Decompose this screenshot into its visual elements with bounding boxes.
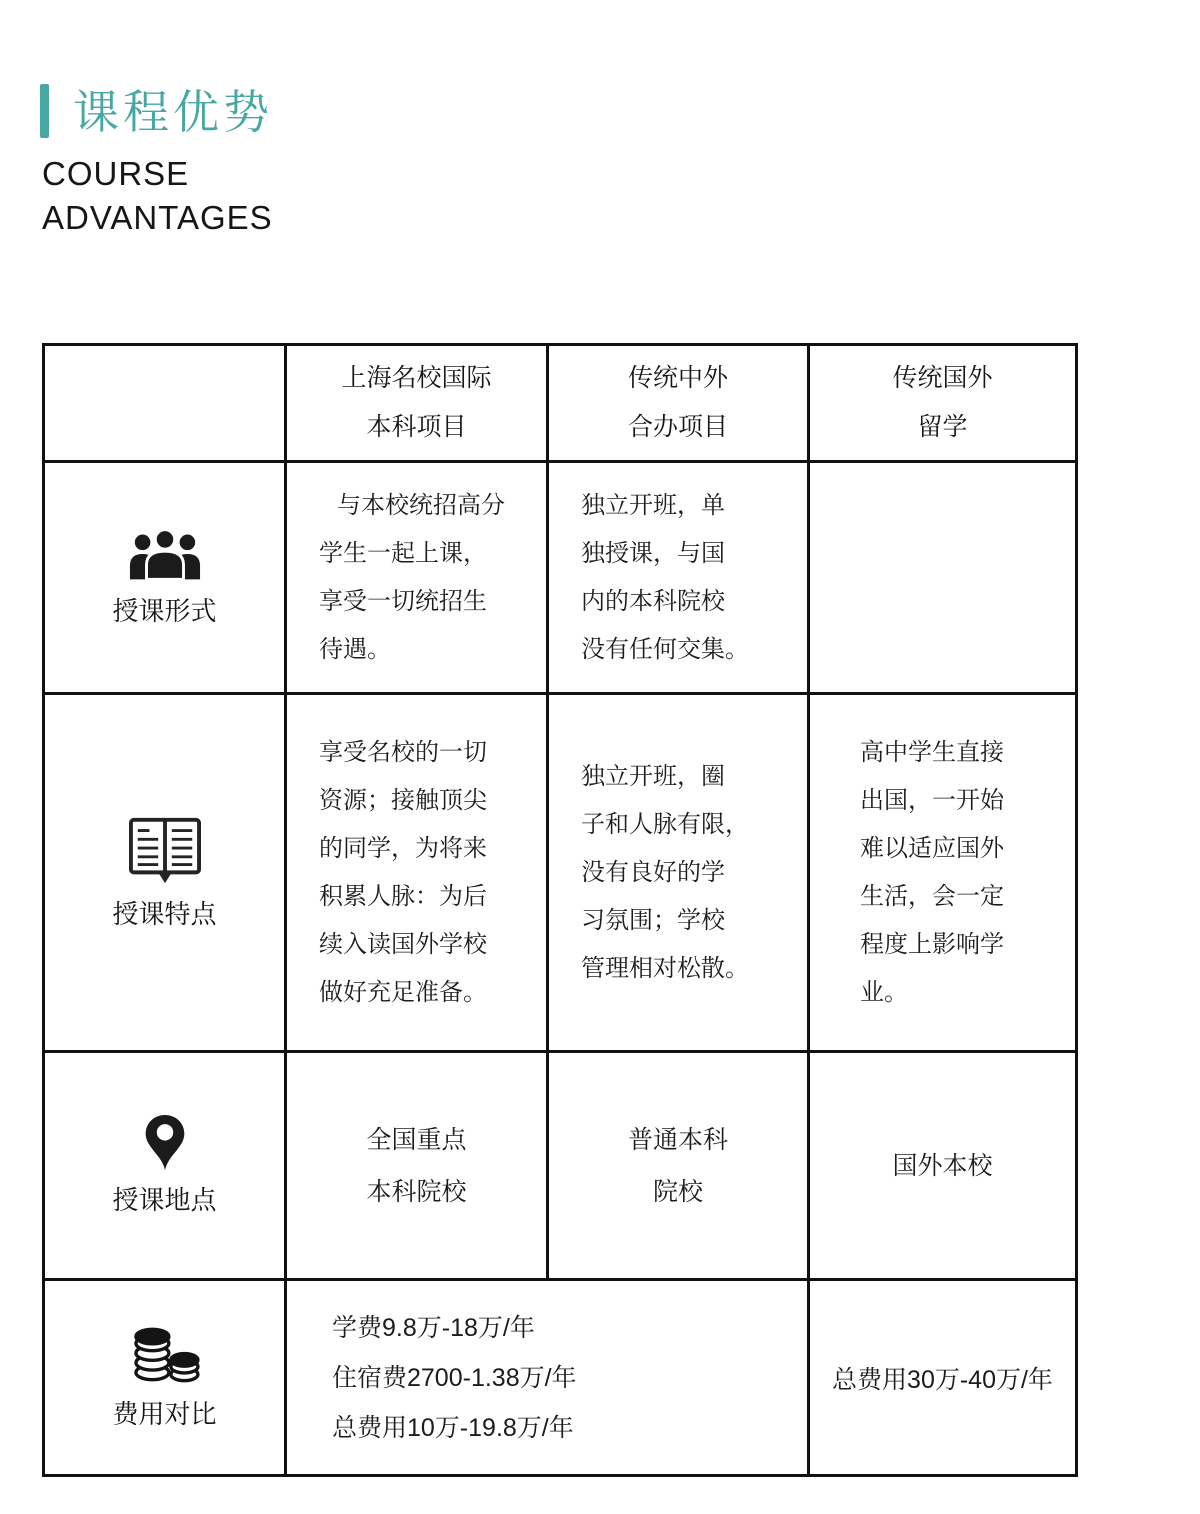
row-label-cost-comparison xyxy=(45,1281,287,1474)
title-accent-bar xyxy=(40,84,49,138)
cell-teaching-features-program: 享受名校的一切 资源；接触顶尖 的同学，为将来 积累人脉：为后 续入读国外学校 做好充足准备。 xyxy=(287,695,549,1053)
header-cell-empty xyxy=(45,346,287,463)
subtitle-line-1: COURSE xyxy=(42,155,190,192)
open-book-icon xyxy=(124,814,206,886)
header-cell-joint: 传统中外 合办项目 xyxy=(549,346,810,463)
cell-cost-comparison-abroad: 总费用30万-40万/年 xyxy=(832,1365,1053,1394)
row-label-text: 授课特点 xyxy=(112,899,217,929)
cell-teaching-features-joint: 独立开班，圈 子和人脉有限， 没有良好的学 习氛围；学校 管理相对松散。 xyxy=(549,695,810,1053)
cell-cost-comparison-program-joint: 学费9.8万-18万/年 住宿费2700-1.38万/年 总费用10万-19.8万/年 xyxy=(287,1281,810,1474)
cell-teaching-location-abroad: 国外本校 xyxy=(810,1053,1075,1281)
page-subtitle xyxy=(42,152,273,240)
cell-teaching-location-joint: 普通本科 院校 xyxy=(549,1053,810,1281)
cell-teaching-form-joint: 独立开班，单 独授课，与国 内的本科院校 没有任何交集。 xyxy=(549,463,810,695)
subtitle-line-2: ADVANTAGES xyxy=(42,199,273,236)
row-label-text: 费用对比 xyxy=(112,1399,217,1429)
cell-teaching-form-program: 与本校统招高分 学生一起上课， 享受一切统招生 待遇。 xyxy=(287,463,549,695)
header-cell-abroad: 传统国外 留学 xyxy=(810,346,1075,463)
row-label-text: 授课地点 xyxy=(112,1185,217,1215)
cell-teaching-form-abroad xyxy=(810,463,1075,695)
row-label-teaching-location xyxy=(45,1053,287,1281)
coins-icon xyxy=(128,1324,202,1386)
header-cell-program: 上海名校国际 本科项目 xyxy=(287,346,549,463)
cell-teaching-features-abroad: 高中学生直接 出国，一开始 难以适应国外 生活，会一定 程度上影响学 业。 xyxy=(810,695,1075,1053)
row-label-teaching-form xyxy=(45,463,287,695)
row-label-teaching-features xyxy=(45,695,287,1053)
page-header xyxy=(40,76,273,142)
people-group-icon xyxy=(128,527,202,583)
location-pin-icon xyxy=(143,1114,187,1172)
cell-teaching-location-program: 全国重点 本科院校 xyxy=(287,1053,549,1281)
comparison-table xyxy=(42,343,1078,1477)
row-label-text: 授课形式 xyxy=(112,596,217,626)
page-title: 课程优势 xyxy=(73,86,273,138)
